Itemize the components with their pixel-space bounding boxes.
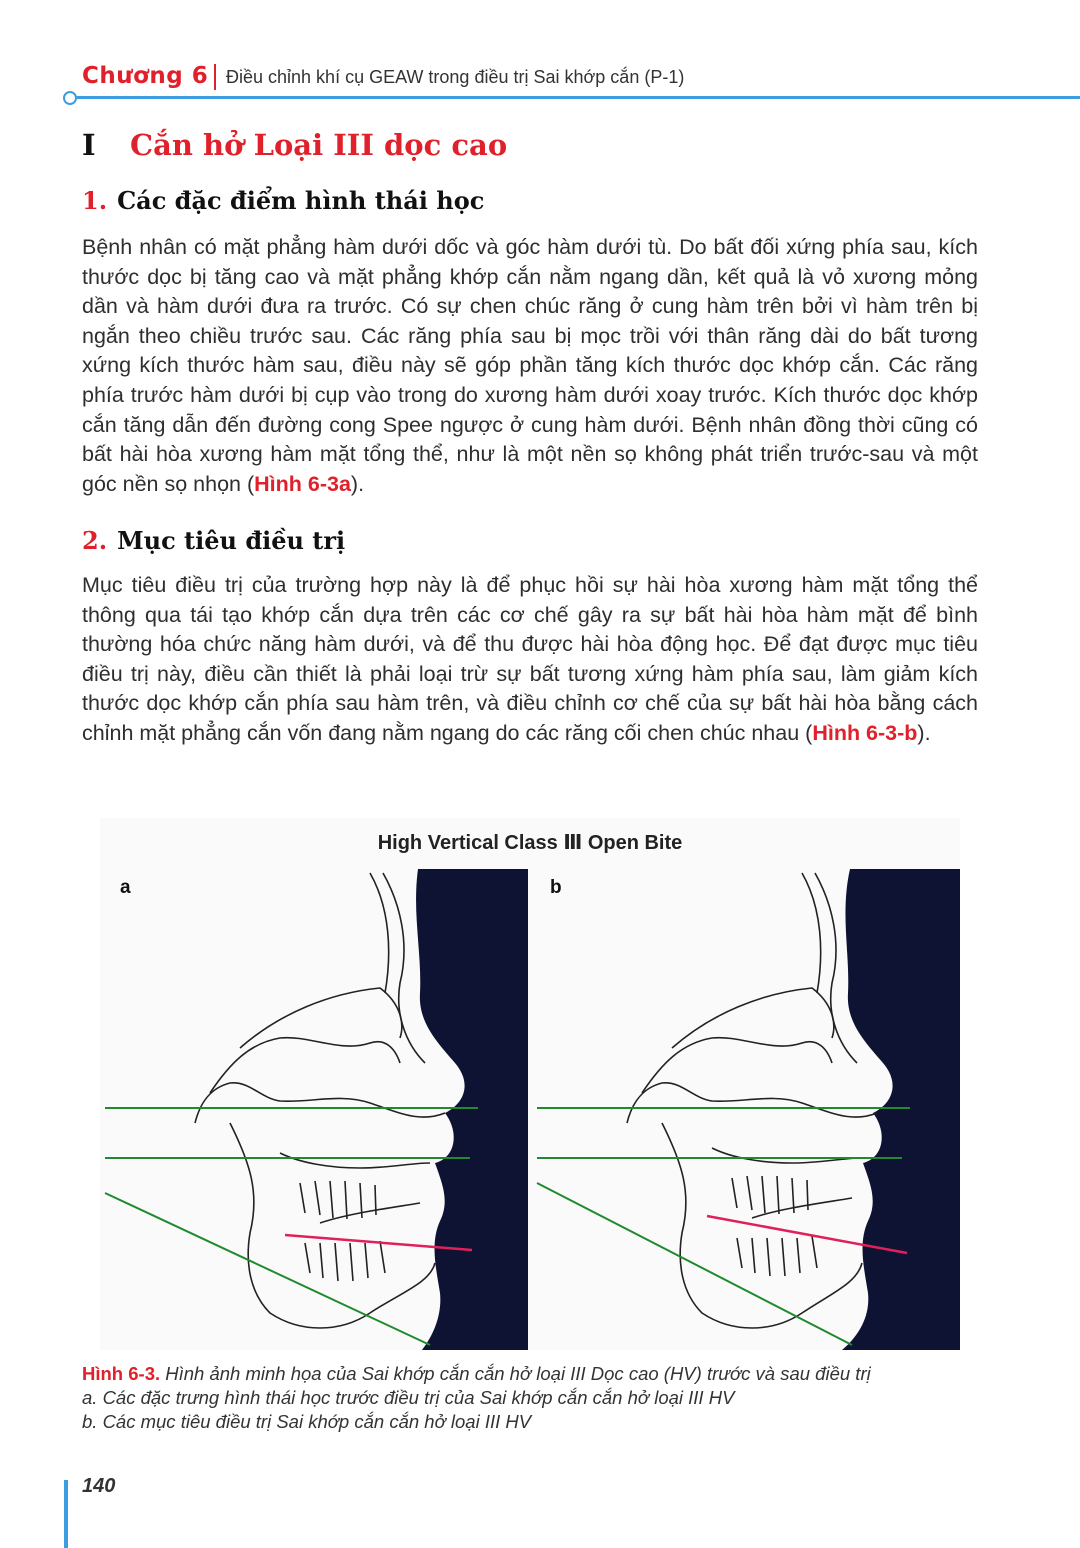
frontal-bone xyxy=(802,873,821,993)
orbit-roof xyxy=(672,988,834,1048)
maxilla xyxy=(712,1148,862,1163)
section-heading xyxy=(82,128,507,162)
upper-teeth xyxy=(300,1181,376,1219)
page-number: 140 xyxy=(82,1475,116,1497)
panel-a-label: a xyxy=(120,877,131,898)
maxilla xyxy=(280,1153,430,1168)
soft-tissue-silhouette xyxy=(842,869,960,1350)
ramus-mandible xyxy=(230,1123,435,1328)
paragraph-tail: ). xyxy=(350,471,365,496)
section-number: I xyxy=(82,128,96,162)
paragraph-treatment-goals xyxy=(82,571,978,749)
paragraph-tail: ). xyxy=(917,720,931,745)
cranial-base xyxy=(642,1038,832,1093)
panel-b-label: b xyxy=(550,877,562,898)
caption-main xyxy=(82,1362,982,1386)
paragraph-text: Mục tiêu điều trị của trường hợp này là để phục hồi sự hài hòa xương hàm mặt tổng thể thông qua tái tạo khớp cắn dựa trên các cơ chế gây ra sự bất hài hòa hàm mặt để bình thường hóa chức năng hàm dưới, và để thu được hài hòa động học. Để đạt được mục tiêu điều trị này, điều cần thiết là phải loại trừ sự bất tương xứng hàm phía sau, làm giảm kích thước dọc khớp cắn phía sau hàm trên, và điều chỉnh cơ chế của sự bất hài hòa bằng cách chỉnh mặt phẳng cắn vốn đang nằm ngang do các răng cối chen chúc nhau ( xyxy=(82,573,978,745)
subsection-number: 1. xyxy=(82,186,108,215)
cephalometric-tracing-a xyxy=(100,863,528,1350)
mandibular-plane-line xyxy=(537,1183,852,1345)
paragraph-morphology xyxy=(82,233,978,499)
lower-teeth xyxy=(737,1236,817,1276)
caption-item-b: b. Các mục tiêu điều trị Sai khớp cắn cắn hở loại III HV xyxy=(82,1411,532,1432)
cranial-base xyxy=(210,1038,400,1093)
subsection-number: 2. xyxy=(82,526,108,555)
header-rule xyxy=(73,96,1080,99)
subsection-title: Mục tiêu điều trị xyxy=(117,526,346,555)
palatal-outline xyxy=(195,1083,445,1123)
soft-tissue-silhouette xyxy=(416,869,528,1350)
caption-label: Hình 6-3. xyxy=(82,1363,161,1384)
incisor-outline xyxy=(752,1198,852,1218)
figure-caption xyxy=(82,1362,982,1434)
lower-teeth xyxy=(305,1241,385,1281)
figure-panel-b xyxy=(532,863,960,1350)
orbit-roof xyxy=(240,988,402,1048)
upper-teeth xyxy=(732,1176,808,1214)
page-bar xyxy=(64,1480,68,1548)
caption-item-a: a. Các đặc trưng hình thái học trước điều trị của Sai khớp cắn cắn hở loại III HV xyxy=(82,1387,735,1408)
section-title: Cắn hở Loại III dọc cao xyxy=(130,128,508,162)
mandibular-plane-line xyxy=(105,1193,430,1345)
subsection-title: Các đặc điểm hình thái học xyxy=(117,186,485,215)
palatal-outline xyxy=(627,1083,877,1123)
subsection-heading-2 xyxy=(82,526,345,555)
figure-title: High Vertical Class Ⅲ Open Bite xyxy=(377,832,683,854)
caption-text: Hình ảnh minh họa của Sai khớp cắn cắn hở loại III Dọc cao (HV) trước và sau điều trị xyxy=(160,1363,871,1384)
paragraph-text: Bệnh nhân có mặt phẳng hàm dưới dốc và góc hàm dưới tù. Do bất đối xứng phía sau, kích thước dọc bị tăng cao và mặt phẳng khớp cắn nằm ngang dần, kết quả là vỏ xương mỏng dần và hàm dưới đưa ra trước. Có sự chen chúc răng ở cung hàm trên bởi vì hàm trên bị ngắn theo chiều trước sau. Các răng phía sau bị mọc trồi với thân răng dài do bất tương xứng kích thước hàm sau, điều này sẽ góp phần tăng kích thước dọc khớp cắn. Các răng phía trước hàm dưới bị cụp vào trong do xương hàm dưới xoay trước. Kích thước dọc khớp cắn tăng dẫn đến đường cong Spee ngược ở cung hàm dưới. Bệnh nhân đồng thời cũng có bất hài hòa xương hàm mặt tổng thể, như là một nền sọ không phát triển trước-sau và một góc nền sọ nhọn ( xyxy=(82,235,978,496)
header-separator xyxy=(214,64,216,90)
header-rule-dot xyxy=(63,91,77,105)
chapter-title: Điều chỉnh khí cụ GEAW trong điều trị Sai khớp cắn (P-1) xyxy=(226,67,685,87)
frontal-bone xyxy=(370,873,389,993)
cephalometric-tracing-b xyxy=(532,863,960,1350)
figure-reference[interactable]: Hình 6-3a xyxy=(254,471,351,496)
figure-6-3 xyxy=(100,818,960,1350)
running-header xyxy=(82,60,1080,96)
chapter-label: Chương 6 xyxy=(82,63,209,89)
figure-reference[interactable]: Hình 6-3-b xyxy=(812,720,918,745)
incisor-outline xyxy=(320,1203,420,1223)
subsection-heading-1 xyxy=(82,186,484,215)
figure-panel-a xyxy=(100,863,528,1350)
